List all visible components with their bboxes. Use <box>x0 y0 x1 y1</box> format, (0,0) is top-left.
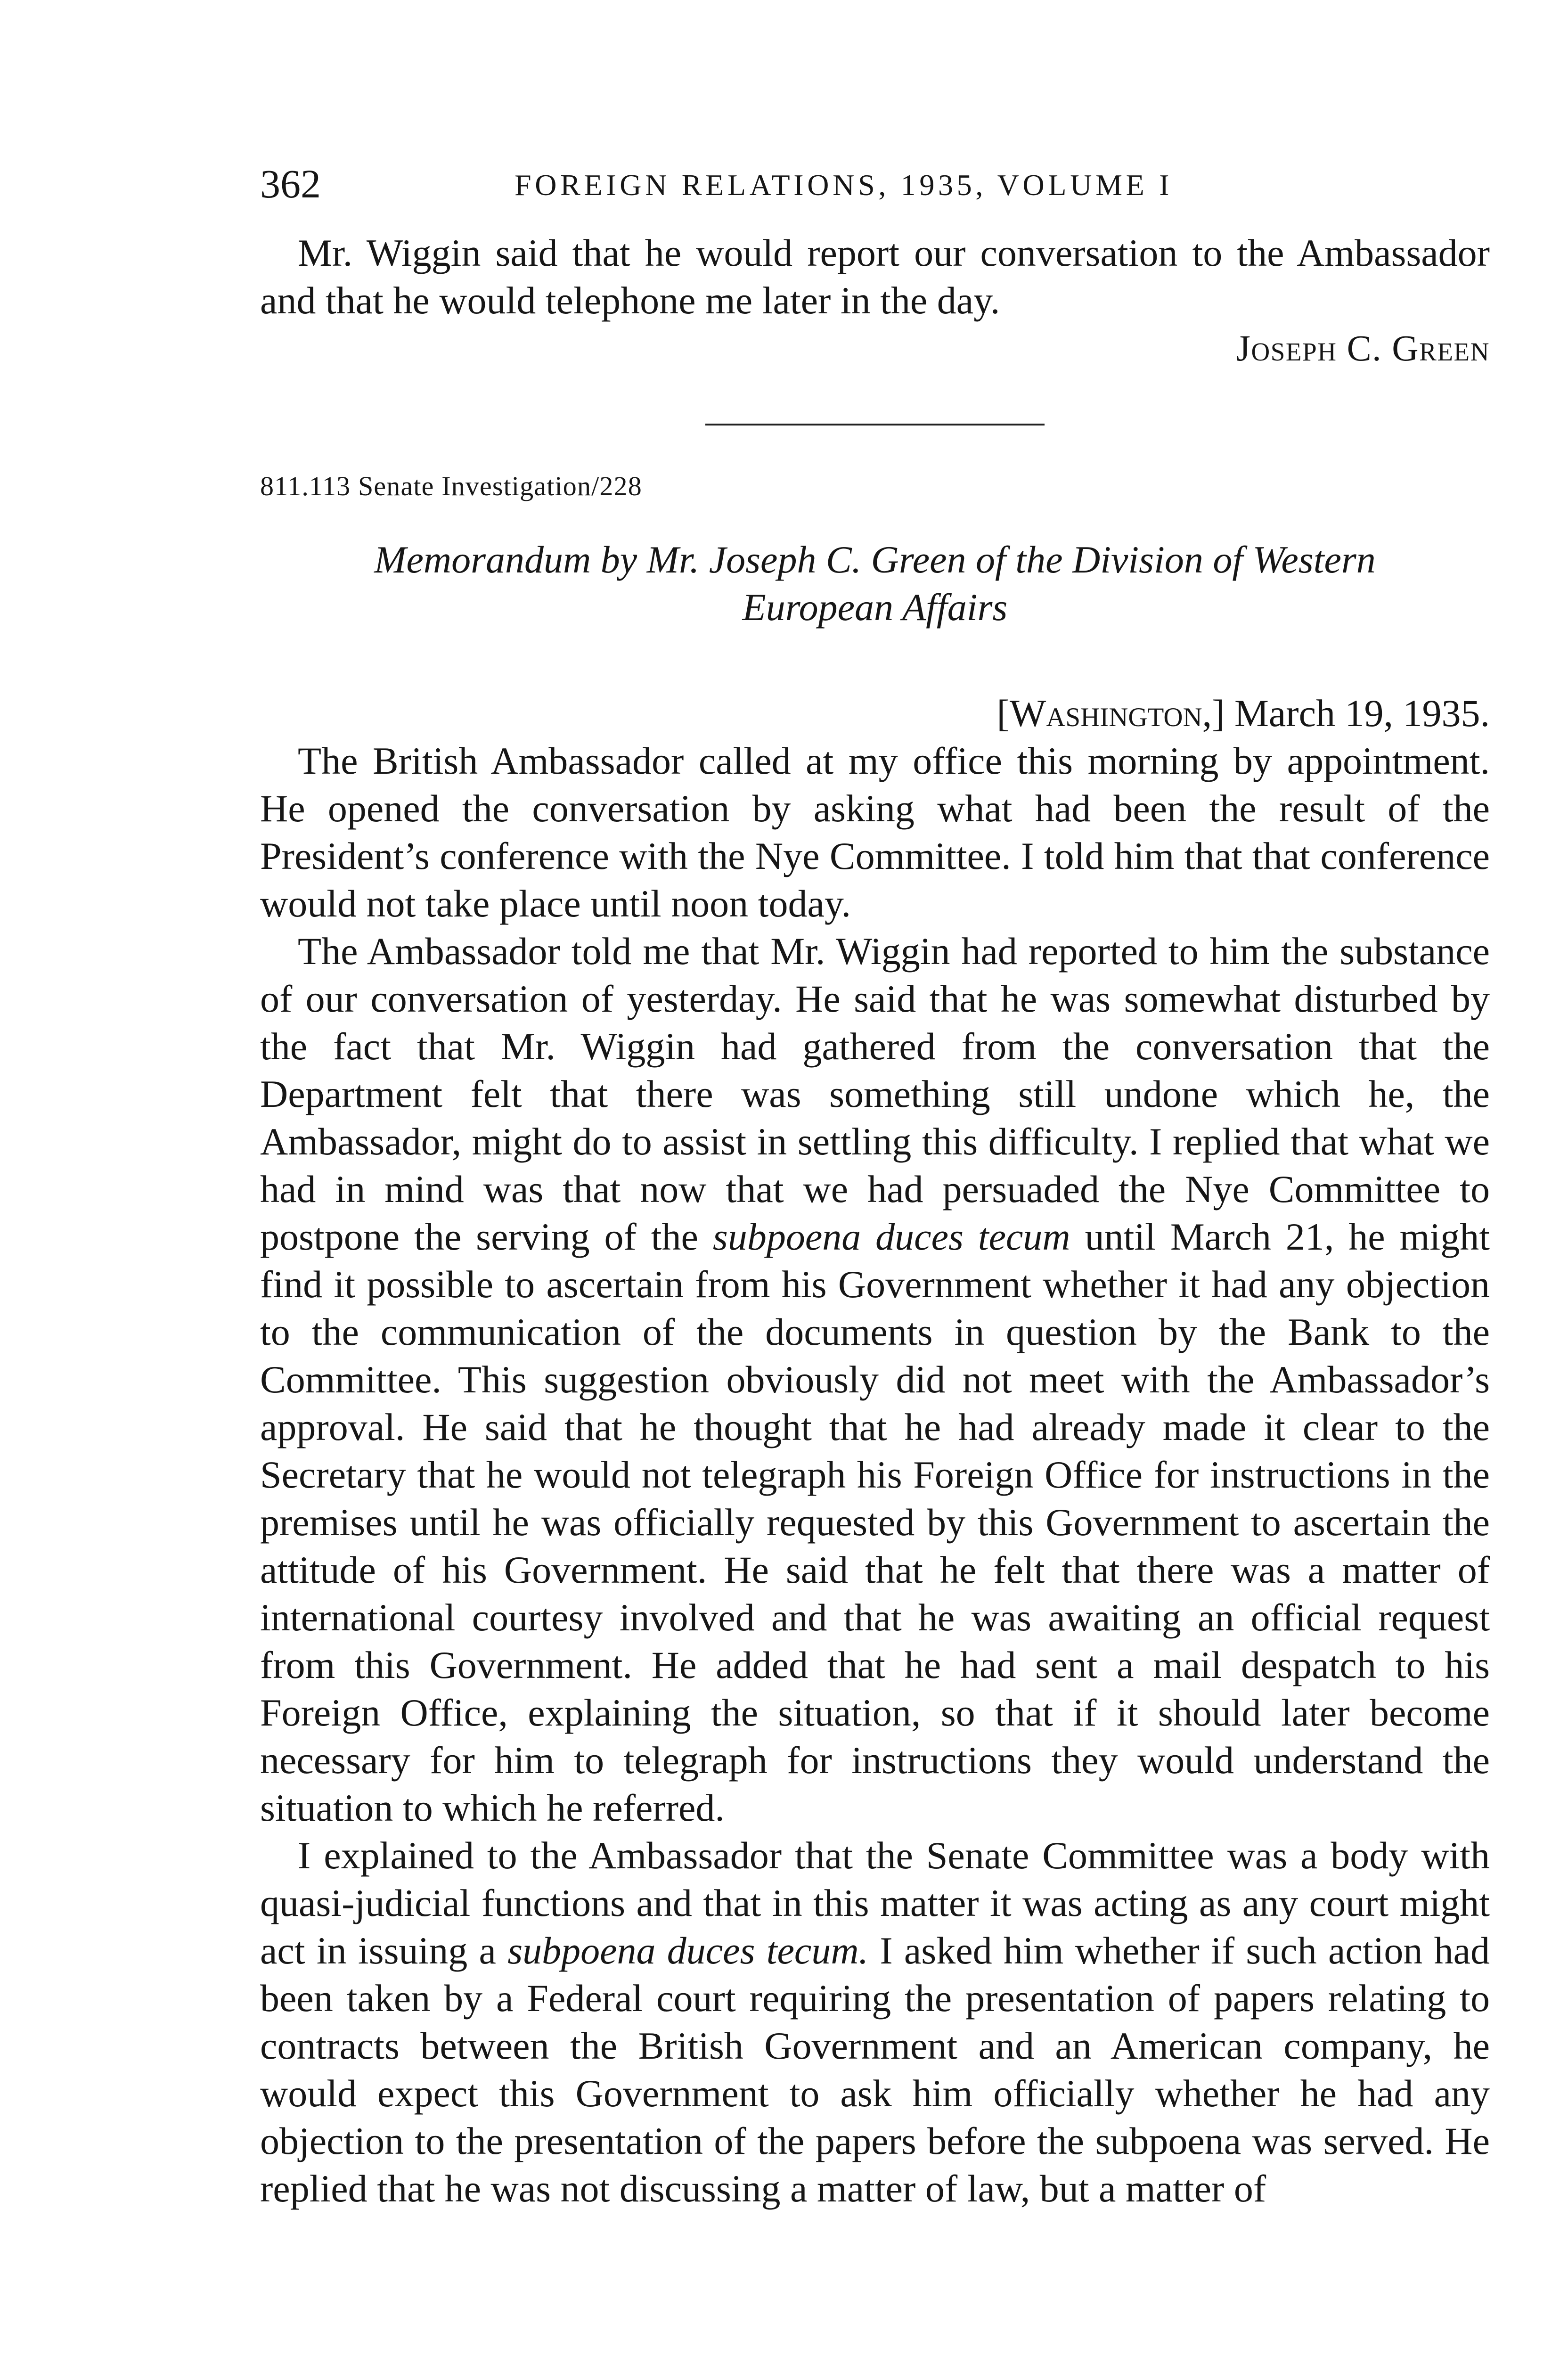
paragraph-2-text-b: until March 21, he might find it possible to ascertain from his Government whether it had any objection to the communication of the documents in question by the Bank to the Committee. This suggestion obviously did not meet with the Ambassador’s approval. He said that he thought that he had already made it clear to the Secretary that he would not telegraph his Foreign Office for instructions in the premises until he was officially requested by this Government to ascertain the attitude of his Government. He said that he felt that there was a matter of international courtesy involved and that he was awaiting an official request from this Government. He added that he had sent a mail despatch to his Foreign Office, explaining the situation, so that if it should later become necessary for him to telegraph for instructions they would understand the situation to which he referred. <box>260 1215 1490 1829</box>
running-title: FOREIGN RELATIONS, 1935, VOLUME I <box>514 168 1173 202</box>
memo-heading-line-2: European Affairs <box>742 586 1008 629</box>
memo-heading-line-1: Memorandum by Mr. Joseph C. Green of the Division of Western <box>374 538 1376 581</box>
signature: Joseph C. Green <box>1236 327 1490 368</box>
paragraph-1: The British Ambassador called at my office this morning by appointment. He opened the conversation by asking what had been the result of the President’s conference with the Nye Committee. I told him that that conference would not take place until noon today. <box>260 739 1490 925</box>
paragraph-2 <box>260 927 1490 1832</box>
paragraph-2-text-a: The Ambassador told me that Mr. Wiggin had reported to him the substance of our conversation of yesterday. He said that he was somewhat disturbed by the fact that Mr. Wiggin had gathered from the conversation that the Department felt that there was something still undone which he, the Ambassador, might do to assist in settling this difficulty. I replied that what we had in mind was that now that we had persuaded the Nye Committee to postpone the serving of the <box>260 930 1490 1258</box>
memo-heading <box>260 536 1490 631</box>
paragraph-3-text-a: I explained to the Ambassador that the Senate Committee was a body with quasi-judicial functions and that in this matter it was acting as any court might act in issuing a <box>260 1834 1490 1972</box>
document-page <box>260 155 1490 2212</box>
dateline-place: Washington, <box>1009 692 1212 735</box>
page-number: 362 <box>260 161 321 206</box>
paragraph-2-italic-term: subpoena duces tecum <box>712 1215 1070 1258</box>
paragraph-3 <box>260 1832 1490 2212</box>
paragraph-3-text-b: I asked him whether if such action had been taken by a Federal court requiring the presentation of papers relating to contracts between the British Government and an American company, he would expect this Government to ask him officially whether he had any objection to the presentation of the papers before the subpoena was served. He replied that he was not discussing a matter of law, but a matter of <box>260 1929 1490 2210</box>
dateline-date: March 19, 1935. <box>1234 692 1490 735</box>
paragraph-3-italic-term: subpoena duces tecum. <box>507 1929 869 1972</box>
dateline: [Washington,] March 19, 1935. <box>996 692 1490 735</box>
section-divider <box>705 424 1045 425</box>
previous-closing-paragraph: Mr. Wiggin said that he would report our conversation to the Ambassador and that he would telephone me later in the day. <box>260 231 1490 322</box>
running-head <box>260 155 1490 212</box>
file-reference: 811.113 Senate Investigation/228 <box>260 471 642 501</box>
